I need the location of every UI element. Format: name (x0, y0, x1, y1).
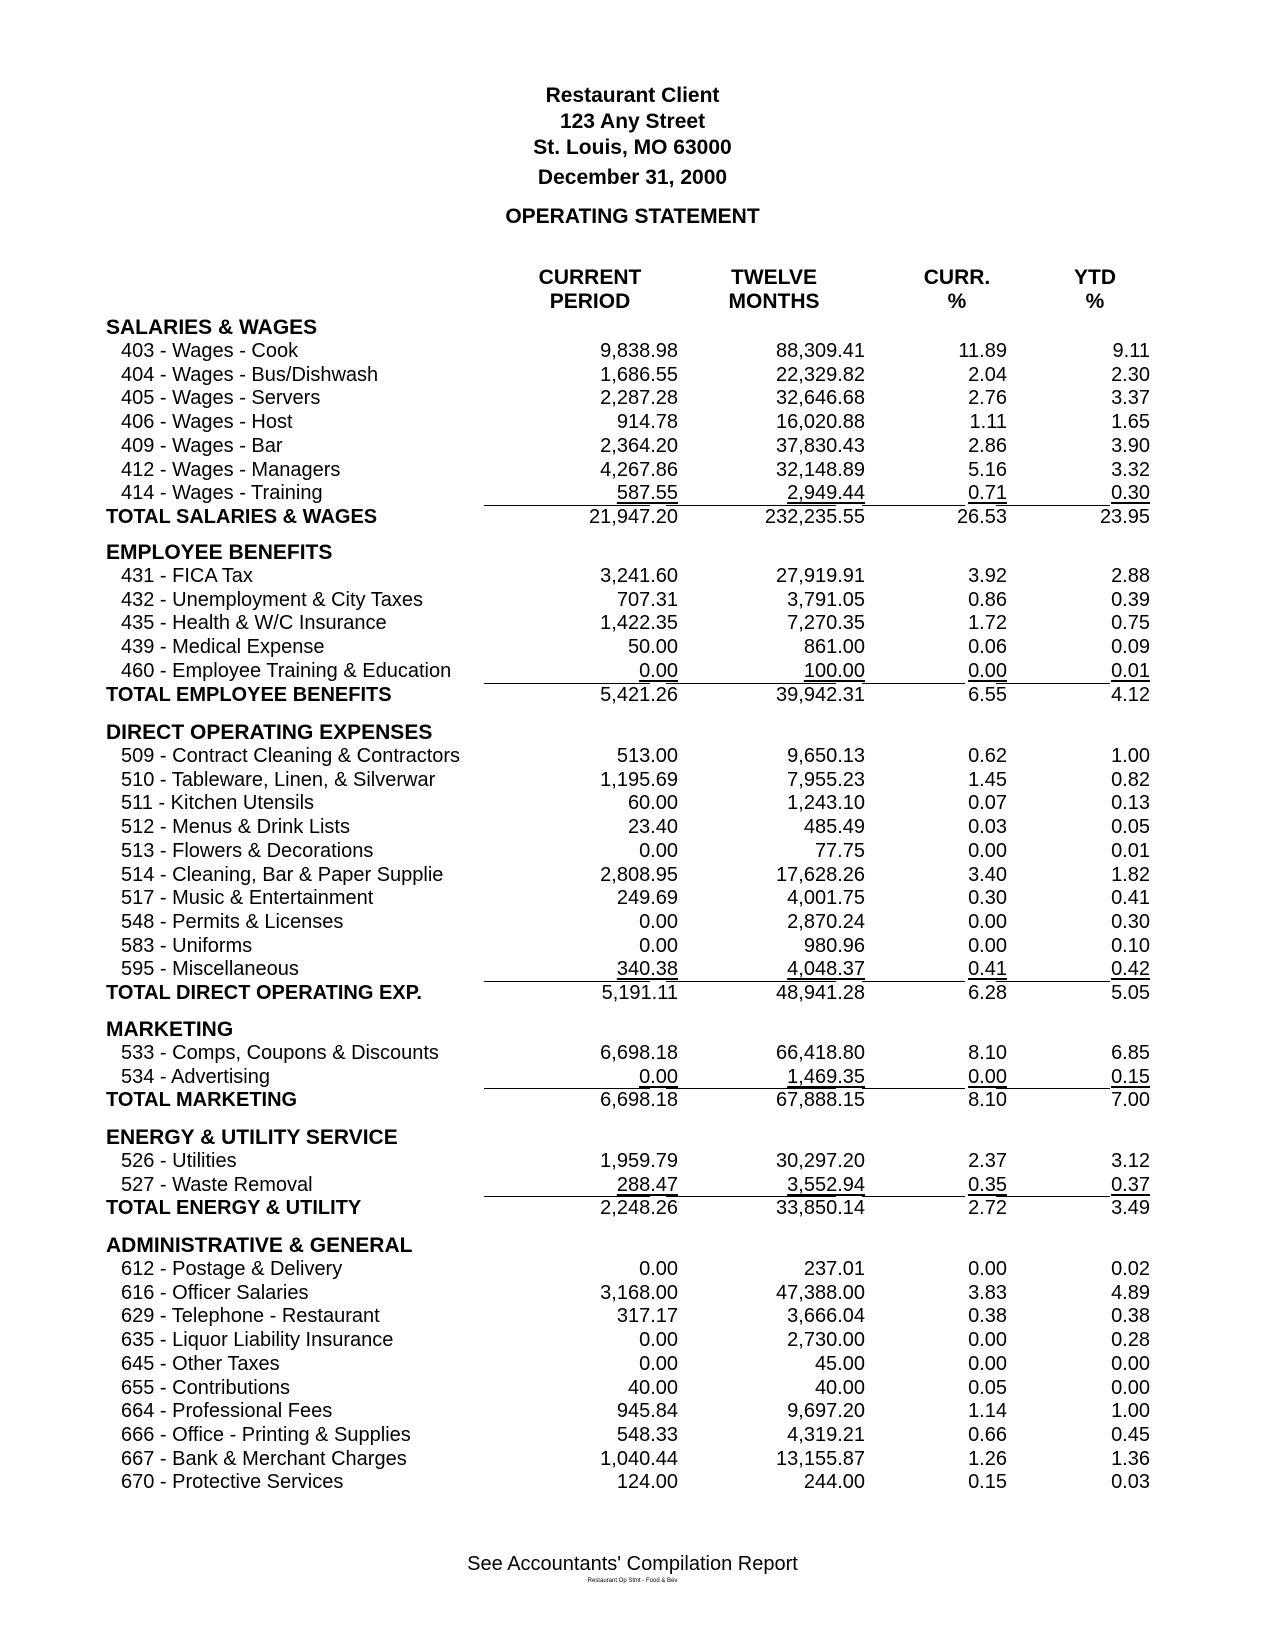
line-item-value: 1,686.55 (600, 363, 678, 386)
total-value: 232,235.55 (764, 505, 865, 528)
total-value: 6.55 (968, 683, 1007, 706)
line-item-value: 3,791.05 (787, 588, 865, 611)
line-item-value: 244.00 (803, 1471, 865, 1494)
line-item-value: 0.03 (968, 816, 1007, 839)
line-item-value: 8.10 (968, 1042, 1007, 1064)
line-item-value: 47,388.00 (776, 1281, 865, 1304)
line-item-label: 635 - Liquor Liability Insurance (121, 1329, 394, 1352)
report-title: OPERATING STATEMENT (505, 205, 760, 228)
line-item-value: 2.37 (968, 1150, 1007, 1172)
line-item-value: 0.28 (1111, 1329, 1150, 1352)
line-item-row (0, 482, 1275, 506)
total-value: 33,850.14 (776, 1197, 865, 1220)
line-item-value: 32,148.89 (776, 458, 865, 481)
line-item-value: 0.00 (968, 659, 1007, 682)
line-item-value: 4.89 (1111, 1281, 1150, 1304)
line-item-row (0, 769, 1275, 793)
line-item-row (0, 864, 1275, 888)
line-item-label: 526 - Utilities (121, 1150, 237, 1172)
footer-small-text: Restaurant Op Stmt - Food & Bev (587, 1578, 678, 1584)
line-item-value: 0.39 (1111, 588, 1150, 611)
line-item-value: 0.41 (968, 958, 1007, 981)
line-item-value: 3.32 (1111, 458, 1150, 481)
line-item-value: 0.13 (1111, 792, 1150, 815)
line-item-value: 0.82 (1111, 768, 1150, 791)
line-item-row (0, 1329, 1275, 1353)
line-item-value: 0.41 (1111, 887, 1150, 910)
line-item-label: 512 - Menus & Drink Lists (121, 816, 350, 839)
total-value: 2.72 (968, 1197, 1007, 1220)
line-item-label: 510 - Tableware, Linen, & Silverwar (121, 768, 436, 791)
total-label: TOTAL EMPLOYEE BENEFITS (106, 683, 392, 706)
line-item-value: 0.15 (1111, 1065, 1150, 1088)
line-item-value: 548.33 (616, 1423, 678, 1446)
line-item-value: 1.00 (1111, 1400, 1150, 1423)
line-item-value: 3.92 (968, 565, 1007, 587)
client-name: Restaurant Client (545, 84, 720, 107)
line-item-label: 517 - Music & Entertainment (121, 887, 374, 910)
total-value: 7.00 (1111, 1089, 1150, 1112)
line-item-value: 0.00 (968, 839, 1007, 862)
total-label: TOTAL MARKETING (106, 1089, 298, 1112)
line-item-label: 403 - Wages - Cook (121, 340, 299, 362)
total-value: 5,191.11 (601, 982, 678, 1004)
line-item-row (0, 792, 1275, 816)
section-title: EMPLOYEE BENEFITS (106, 541, 333, 564)
line-item-value: 0.06 (968, 636, 1007, 659)
line-item-label: 667 - Bank & Merchant Charges (121, 1447, 407, 1470)
line-item-value: 0.37 (1111, 1173, 1150, 1196)
line-item-value: 0.00 (968, 1352, 1007, 1375)
section-title: SALARIES & WAGES (106, 316, 318, 339)
line-item-row (0, 612, 1275, 636)
total-value: 48,941.28 (776, 982, 865, 1004)
line-item-value: 1,469.35 (787, 1065, 865, 1088)
line-item-value: 50.00 (627, 636, 678, 659)
section-title: DIRECT OPERATING EXPENSES (106, 721, 433, 744)
line-item-value: 60.00 (627, 792, 678, 815)
total-value: 26.53 (956, 505, 1007, 528)
line-item-row (0, 1353, 1275, 1377)
total-value: 21,947.20 (589, 505, 678, 528)
client-street: 123 Any Street (559, 110, 706, 133)
line-item-label: 534 - Advertising (121, 1065, 270, 1088)
line-item-row (0, 636, 1275, 660)
line-item-value: 2,730.00 (787, 1329, 865, 1352)
line-item-label: 431 - FICA Tax (121, 565, 253, 587)
client-city: St. Louis, MO 63000 (533, 136, 732, 159)
line-item-label: 670 - Protective Services (121, 1471, 344, 1494)
line-item-row (0, 1042, 1275, 1066)
line-item-value: 7,955.23 (787, 768, 865, 791)
line-item-label: 405 - Wages - Servers (121, 387, 321, 410)
line-item-value: 27,919.91 (776, 565, 865, 587)
line-item-value: 288.47 (616, 1173, 678, 1196)
line-item-row (0, 1066, 1275, 1090)
total-label: TOTAL SALARIES & WAGES (106, 505, 378, 528)
section-total-row (0, 1089, 1275, 1113)
line-item-value: 340.38 (616, 958, 678, 981)
line-item-value: 0.38 (968, 1305, 1007, 1328)
line-item-value: 0.42 (1111, 958, 1150, 981)
line-item-value: 0.75 (1111, 612, 1150, 635)
line-item-value: 1,195.69 (600, 768, 678, 791)
line-item-value: 0.00 (1111, 1352, 1150, 1375)
line-item-value: 2,949.44 (787, 482, 865, 505)
line-item-value: 1.45 (968, 768, 1007, 791)
line-item-value: 1,959.79 (600, 1150, 678, 1172)
line-item-row (0, 459, 1275, 483)
line-item-value: 4,001.75 (787, 887, 865, 910)
line-item-row (0, 816, 1275, 840)
line-item-value: 4,048.37 (787, 958, 865, 981)
line-item-label: 645 - Other Taxes (121, 1352, 280, 1375)
line-item-label: 533 - Comps, Coupons & Discounts (121, 1042, 439, 1064)
line-item-value: 0.00 (639, 934, 678, 957)
line-item-value: 9,838.98 (600, 340, 678, 362)
compilation-note: See Accountants' Compilation Report (467, 1553, 798, 1575)
total-value: 6,698.18 (600, 1089, 678, 1112)
total-value: 5.05 (1111, 982, 1150, 1004)
line-item-label: 514 - Cleaning, Bar & Paper Supplie (121, 863, 444, 886)
line-item-value: 1.72 (968, 612, 1007, 635)
line-item-value: 7,270.35 (787, 612, 865, 635)
line-item-label: 460 - Employee Training & Education (121, 659, 452, 682)
line-item-row (0, 958, 1275, 982)
line-item-value: 0.71 (968, 482, 1007, 505)
line-item-value: 0.66 (968, 1423, 1007, 1446)
line-item-label: 583 - Uniforms (121, 934, 253, 957)
line-item-value: 4,267.86 (600, 458, 678, 481)
line-item-value: 0.00 (639, 1065, 678, 1088)
line-item-value: 3.40 (968, 863, 1007, 886)
line-item-row (0, 1448, 1275, 1472)
line-item-value: 1.11 (969, 411, 1007, 434)
line-item-label: 664 - Professional Fees (121, 1400, 333, 1423)
line-item-value: 16,020.88 (776, 411, 865, 434)
section-total-row (0, 506, 1275, 530)
line-item-value: 0.35 (968, 1173, 1007, 1196)
line-item-label: 629 - Telephone - Restaurant (121, 1305, 380, 1328)
line-item-value: 2,870.24 (787, 910, 865, 933)
line-item-value: 249.69 (616, 887, 678, 910)
line-item-value: 0.09 (1111, 636, 1150, 659)
line-item-label: 439 - Medical Expense (121, 636, 325, 659)
line-item-row (0, 745, 1275, 769)
line-item-value: 6.85 (1111, 1042, 1150, 1064)
line-item-label: 548 - Permits & Licenses (121, 910, 344, 933)
line-item-value: 32,646.68 (776, 387, 865, 410)
line-item-label: 527 - Waste Removal (121, 1173, 313, 1196)
line-item-value: 0.00 (639, 910, 678, 933)
total-label: TOTAL ENERGY & UTILITY (106, 1197, 362, 1220)
line-item-value: 3,666.04 (787, 1305, 865, 1328)
line-item-value: 1.82 (1111, 863, 1150, 886)
line-item-value: 2.04 (968, 363, 1007, 386)
col-twelve-months: TWELVE MONTHS (728, 266, 820, 313)
line-item-value: 100.00 (803, 659, 865, 682)
line-item-row (0, 840, 1275, 864)
line-item-value: 317.17 (616, 1305, 678, 1328)
line-item-value: 3,168.00 (600, 1281, 678, 1304)
total-value: 23.95 (1099, 505, 1150, 528)
line-item-value: 1.26 (968, 1447, 1007, 1470)
line-item-value: 0.00 (639, 1258, 678, 1280)
line-item-row (0, 1400, 1275, 1424)
line-item-row (0, 565, 1275, 589)
line-item-value: 1.14 (968, 1400, 1007, 1423)
line-item-row (0, 340, 1275, 364)
line-item-value: 485.49 (803, 816, 865, 839)
line-item-value: 3.83 (968, 1281, 1007, 1304)
line-item-value: 0.45 (1111, 1423, 1150, 1446)
total-value: 3.49 (1111, 1197, 1150, 1220)
line-item-label: 435 - Health & W/C Insurance (121, 612, 387, 635)
line-item-value: 914.78 (616, 411, 678, 434)
line-item-label: 509 - Contract Cleaning & Contractors (121, 745, 461, 767)
line-item-value: 0.01 (1111, 659, 1150, 682)
line-item-row (0, 1282, 1275, 1306)
line-item-value: 861.00 (803, 636, 865, 659)
line-item-value: 2.76 (968, 387, 1007, 410)
section-total-row (0, 1197, 1275, 1221)
line-item-value: 0.30 (1111, 482, 1150, 505)
line-item-value: 3,241.60 (600, 565, 678, 587)
line-item-value: 9,650.13 (787, 745, 865, 767)
line-item-label: 655 - Contributions (121, 1376, 290, 1399)
line-item-value: 0.38 (1111, 1305, 1150, 1328)
line-item-row (0, 364, 1275, 388)
line-item-value: 5.16 (968, 458, 1007, 481)
line-item-value: 3.37 (1111, 387, 1150, 410)
line-item-value: 23.40 (627, 816, 678, 839)
line-item-value: 17,628.26 (776, 863, 865, 886)
line-item-value: 3,552.94 (787, 1173, 865, 1196)
line-item-row (0, 935, 1275, 959)
line-item-value: 1.00 (1111, 745, 1150, 767)
line-item-value: 980.96 (803, 934, 865, 957)
line-item-label: 432 - Unemployment & City Taxes (121, 588, 423, 611)
line-item-row (0, 1424, 1275, 1448)
total-value: 4.12 (1111, 683, 1150, 706)
line-item-value: 237.01 (803, 1258, 865, 1280)
line-item-value: 0.00 (639, 1352, 678, 1375)
line-item-value: 0.00 (639, 659, 678, 682)
line-item-row (0, 1150, 1275, 1174)
total-value: 2,248.26 (600, 1197, 678, 1220)
line-item-value: 0.05 (1111, 816, 1150, 839)
line-item-row (0, 435, 1275, 459)
line-item-value: 22,329.82 (776, 363, 865, 386)
line-item-value: 0.00 (1111, 1376, 1150, 1399)
line-item-value: 9.11 (1112, 340, 1150, 362)
col-curr-pct: CURR. % (923, 266, 991, 313)
line-item-value: 1,243.10 (787, 792, 865, 815)
line-item-value: 6,698.18 (600, 1042, 678, 1064)
line-item-row (0, 887, 1275, 911)
line-item-value: 707.31 (616, 588, 678, 611)
line-item-value: 1,422.35 (600, 612, 678, 635)
line-item-value: 0.00 (968, 1258, 1007, 1280)
line-item-row (0, 1377, 1275, 1401)
total-value: 39,942.31 (776, 683, 865, 706)
line-item-value: 40.00 (627, 1376, 678, 1399)
line-item-label: 666 - Office - Printing & Supplies (121, 1423, 411, 1446)
line-item-value: 2.88 (1111, 565, 1150, 587)
line-item-value: 0.05 (968, 1376, 1007, 1399)
line-item-value: 0.10 (1111, 934, 1150, 957)
line-item-value: 2,287.28 (600, 387, 678, 410)
line-item-value: 9,697.20 (787, 1400, 865, 1423)
line-item-value: 2.86 (968, 434, 1007, 457)
total-label: TOTAL DIRECT OPERATING EXP. (106, 982, 422, 1004)
line-item-value: 13,155.87 (776, 1447, 865, 1470)
line-item-value: 0.30 (968, 887, 1007, 910)
line-item-value: 1,040.44 (600, 1447, 678, 1470)
line-item-value: 30,297.20 (776, 1150, 865, 1172)
line-item-value: 0.62 (968, 745, 1007, 767)
line-item-row (0, 911, 1275, 935)
line-item-value: 66,418.80 (776, 1042, 865, 1064)
line-item-value: 37,830.43 (776, 434, 865, 457)
line-item-label: 412 - Wages - Managers (121, 458, 341, 481)
line-item-value: 1.36 (1111, 1447, 1150, 1470)
line-item-value: 0.02 (1111, 1258, 1150, 1280)
line-item-value: 0.03 (1111, 1471, 1150, 1494)
total-value: 67,888.15 (776, 1089, 865, 1112)
line-item-value: 45.00 (814, 1352, 865, 1375)
line-item-value: 2,808.95 (600, 863, 678, 886)
line-item-label: 513 - Flowers & Decorations (121, 839, 374, 862)
line-item-value: 3.12 (1111, 1150, 1150, 1172)
line-item-label: 511 - Kitchen Utensils (121, 792, 315, 815)
line-item-value: 0.00 (968, 1065, 1007, 1088)
line-item-label: 616 - Officer Salaries (121, 1281, 309, 1304)
section-title: MARKETING (106, 1018, 234, 1041)
section-total-row (0, 684, 1275, 708)
section-title: ENERGY & UTILITY SERVICE (106, 1126, 398, 1149)
line-item-row (0, 1305, 1275, 1329)
total-value: 5,421.26 (600, 683, 678, 706)
line-item-row (0, 1471, 1275, 1495)
line-item-row (0, 589, 1275, 613)
line-item-value: 124.00 (616, 1471, 678, 1494)
section-total-row (0, 982, 1275, 1006)
line-item-row (0, 1258, 1275, 1282)
line-item-value: 0.00 (968, 910, 1007, 933)
line-item-value: 2.30 (1111, 363, 1150, 386)
line-item-label: 595 - Miscellaneous (121, 958, 299, 981)
line-item-value: 0.07 (968, 792, 1007, 815)
total-value: 8.10 (968, 1089, 1007, 1112)
line-item-value: 3.90 (1111, 434, 1150, 457)
line-item-label: 406 - Wages - Host (121, 411, 293, 434)
line-item-value: 0.15 (968, 1471, 1007, 1494)
line-item-value: 2,364.20 (600, 434, 678, 457)
col-current-period: CURRENT PERIOD (538, 266, 642, 313)
line-item-value: 945.84 (616, 1400, 678, 1423)
line-item-value: 4,319.21 (787, 1423, 865, 1446)
line-item-row (0, 387, 1275, 411)
line-item-value: 11.89 (958, 340, 1007, 362)
line-item-value: 513.00 (616, 745, 678, 767)
line-item-row (0, 660, 1275, 684)
line-item-label: 612 - Postage & Delivery (121, 1258, 343, 1280)
line-item-row (0, 411, 1275, 435)
line-item-label: 414 - Wages - Training (121, 482, 323, 505)
line-item-value: 0.00 (639, 1329, 678, 1352)
line-item-value: 0.00 (968, 1329, 1007, 1352)
line-item-value: 0.00 (639, 839, 678, 862)
total-value: 6.28 (968, 982, 1007, 1004)
line-item-value: 77.75 (814, 839, 865, 862)
line-item-row (0, 1174, 1275, 1198)
report-date: December 31, 2000 (537, 166, 728, 189)
line-item-value: 88,309.41 (776, 340, 865, 362)
line-item-label: 404 - Wages - Bus/Dishwash (121, 363, 379, 386)
line-item-value: 587.55 (616, 482, 678, 505)
line-item-value: 40.00 (814, 1376, 865, 1399)
col-ytd-pct: YTD % (1074, 266, 1116, 313)
line-item-label: 409 - Wages - Bar (121, 434, 283, 457)
line-item-value: 1.65 (1111, 411, 1150, 434)
section-title: ADMINISTRATIVE & GENERAL (106, 1234, 413, 1257)
line-item-value: 0.00 (968, 934, 1007, 957)
line-item-value: 0.01 (1111, 839, 1150, 862)
line-item-value: 0.86 (968, 588, 1007, 611)
line-item-value: 0.30 (1111, 910, 1150, 933)
